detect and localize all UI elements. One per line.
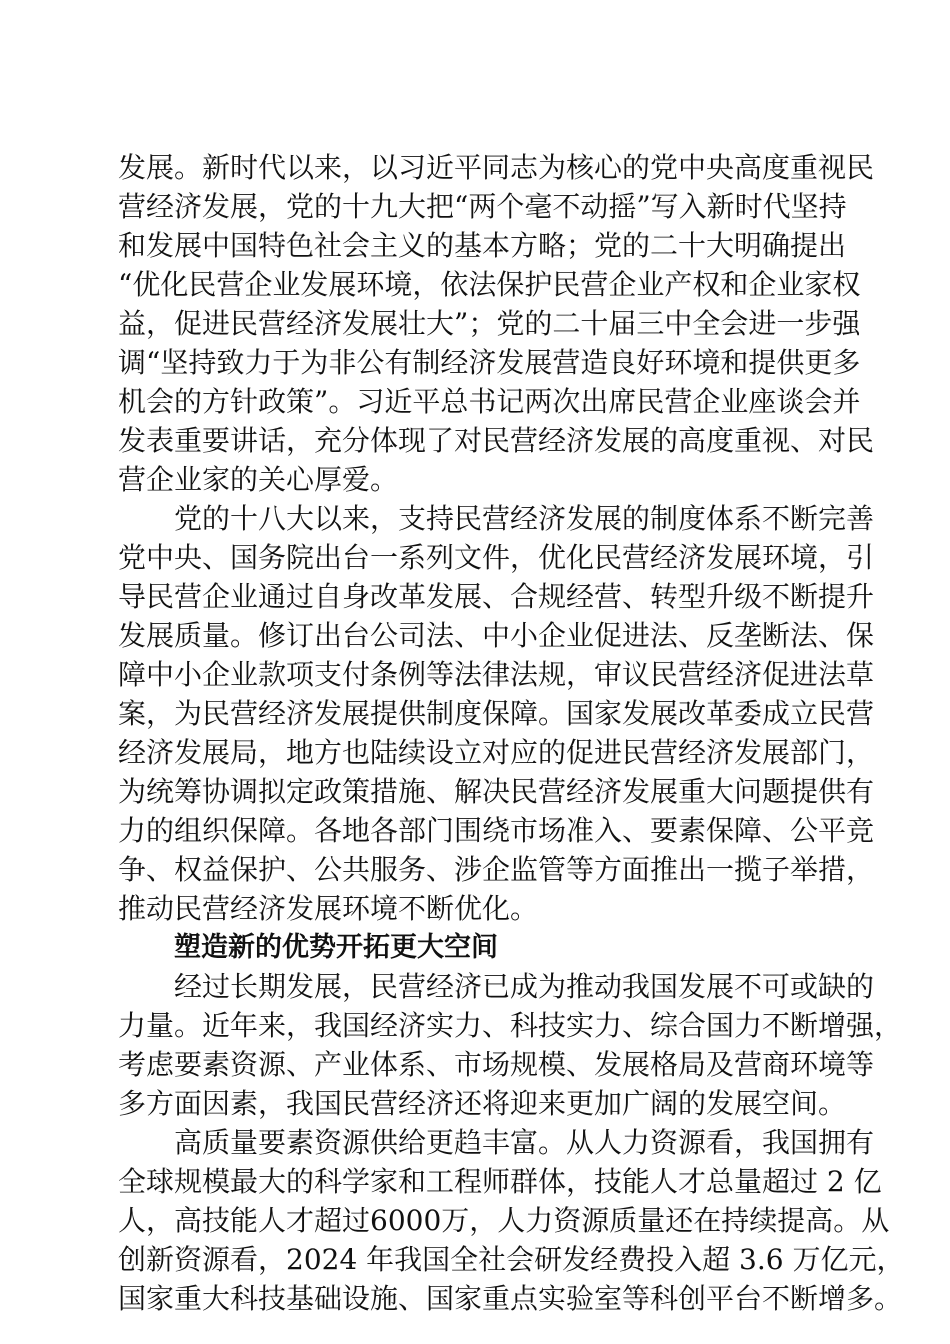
text-line: 经济发展局，地方也陆续设立对应的促进民营经济发展部门， — [118, 736, 875, 769]
text-line: 推动民营经济发展环境不断优化。 — [118, 892, 539, 925]
text-line: 和发展中国特色社会主义的基本方略；党的二十大明确提出 — [118, 229, 847, 262]
document-page — [118, 148, 905, 1318]
text-line: 发展。新时代以来，以习近平同志为核心的党中央高度重视民 — [118, 151, 875, 184]
text-line: 党的十八大以来，支持民营经济发展的制度体系不断完善 — [174, 502, 875, 535]
text-line: 高质量要素资源供给更趋丰富。从人力资源看，我国拥有 — [174, 1126, 875, 1159]
text-line: 争、权益保护、公共服务、涉企监管等方面推出一揽子举措， — [118, 853, 875, 886]
paragraph-p4 — [118, 1123, 905, 1318]
text-line: 营企业家的关心厚爱。 — [118, 463, 399, 496]
text-line: 机会的方针政策”。习近平总书记两次出席民营企业座谈会并 — [118, 385, 861, 418]
text-line: 营经济发展，党的十九大把“两个毫不动摇”写入新时代坚持 — [118, 190, 847, 223]
text-line: 党中央、国务院出台一系列文件，优化民营经济发展环境，引 — [118, 541, 875, 574]
text-line: 发表重要讲话，充分体现了对民营经济发展的高度重视、对民 — [118, 424, 875, 457]
text-line: 人，高技能人才超过6000万，人力资源质量还在持续提高。从 — [118, 1204, 890, 1237]
paragraph-p2 — [118, 499, 875, 928]
text-line: 益，促进民营经济发展壮大”；党的二十届三中全会进一步强 — [118, 307, 861, 340]
text-line: 案，为民营经济发展提供制度保障。国家发展改革委成立民营 — [118, 697, 875, 730]
section-heading: 塑造新的优势开拓更大空间 — [174, 932, 498, 963]
text-line: 障中小企业款项支付条例等法律法规，审议民营经济促进法草 — [118, 658, 875, 691]
text-line: 国家重大科技基础设施、国家重点实验室等科创平台不断增多。 — [118, 1282, 903, 1315]
text-line: 调“坚持致力于为非公有制经济发展营造良好环境和提供更多 — [118, 346, 861, 379]
paragraph-p1 — [118, 148, 875, 499]
text-line: 全球规模最大的科学家和工程师群体，技能人才总量超过 2 亿 — [118, 1165, 882, 1198]
text-line: 力的组织保障。各地各部门围绕市场准入、要素保障、公平竞 — [118, 814, 875, 847]
text-line: 经过长期发展，民营经济已成为推动我国发展不可或缺的 — [174, 970, 875, 1003]
text-line: 考虑要素资源、产业体系、市场规模、发展格局及营商环境等 — [118, 1048, 875, 1081]
text-line: 创新资源看，2024 年我国全社会研发经费投入超 3.6 万亿元， — [118, 1243, 905, 1276]
text-line: 导民营企业通过自身改革发展、合规经营、转型升级不断提升 — [118, 580, 875, 613]
text-line: 多方面因素，我国民营经济还将迎来更加广阔的发展空间。 — [118, 1087, 847, 1120]
text-line: 发展质量。修订出台公司法、中小企业促进法、反垄断法、保 — [118, 619, 875, 652]
text-line: “优化民营企业发展环境，依法保护民营企业产权和企业家权 — [118, 268, 861, 301]
text-line: 为统筹协调拟定政策措施、解决民营经济发展重大问题提供有 — [118, 775, 875, 808]
text-line: 力量。近年来，我国经济实力、科技实力、综合国力不断增强， — [118, 1009, 903, 1042]
paragraph-p3 — [118, 967, 903, 1123]
